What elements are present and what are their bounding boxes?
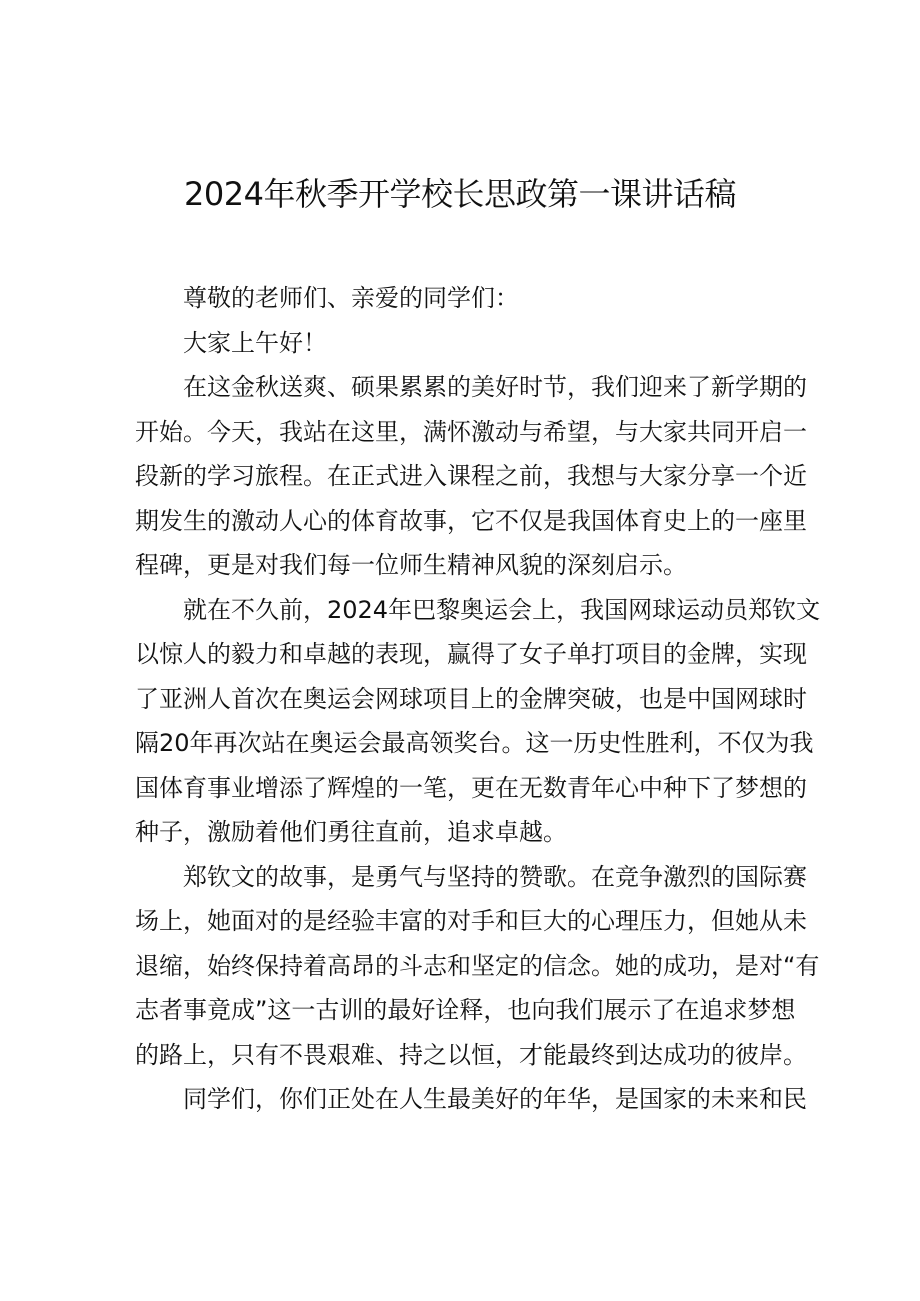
text-line: 开始。今天，我站在这里，满怀激动与希望，与大家共同开启一 — [135, 417, 807, 446]
text-line: 的路上，只有不畏艰难、持之以恒，才能最终到达成功的彼岸。 — [135, 1040, 807, 1069]
paragraph-students — [135, 1077, 807, 1122]
text-line: 段新的学习旅程。在正式进入课程之前，我想与大家分享一个近 — [135, 462, 807, 490]
text-line: 期发生的激动人心的体育故事，它不仅是我国体育史上的一座里 — [135, 506, 807, 535]
paragraph-olympics — [135, 588, 821, 855]
document-body — [135, 276, 821, 1122]
text-line: 退缩，始终保持着高昂的斗志和坚定的信念。她的成功，是对“有 — [135, 951, 820, 980]
paragraph-opening — [135, 365, 807, 588]
text-line: 隔20年再次站在奥运会最高领奖台。这一历史性胜利，不仅为我 — [135, 729, 814, 757]
text-line: 大家上午好！ — [183, 328, 327, 357]
paragraph-salutation — [135, 321, 790, 366]
paragraph-greeting — [135, 276, 790, 321]
text-line: 场上，她面对的是经验丰富的对手和巨大的心理压力，但她从未 — [135, 907, 807, 935]
document-title: 2024年秋季开学校长思政第一课讲话稿 — [184, 175, 736, 213]
text-line: 程碑，更是对我们每一位师生精神风貌的深刻启示。 — [135, 551, 687, 579]
text-line: 在这金秋送爽、硕果累累的美好时节，我们迎来了新学期的 — [183, 373, 807, 401]
text-line: 了亚洲人首次在奥运会网球项目上的金牌突破，也是中国网球时 — [135, 684, 807, 713]
text-line: 志者事竟成”这一古训的最好诠释，也向我们展示了在追求梦想 — [135, 996, 796, 1024]
text-line: 以惊人的毅力和卓越的表现，赢得了女子单打项目的金牌，实现 — [135, 640, 807, 668]
text-line: 就在不久前，2024年巴黎奥运会上，我国网球运动员郑钦文 — [183, 595, 821, 624]
paragraph-courage — [135, 855, 820, 1078]
text-line: 国体育事业增添了辉煌的一笔，更在无数青年心中种下了梦想的 — [135, 773, 807, 802]
text-line: 尊敬的老师们、亲爱的同学们： — [183, 284, 519, 312]
text-line: 同学们，你们正处在人生最美好的年华，是国家的未来和民 — [183, 1085, 807, 1113]
text-line: 种子，激励着他们勇往直前，追求卓越。 — [135, 818, 567, 846]
text-line: 郑钦文的故事，是勇气与坚持的赞歌。在竞争激烈的国际赛 — [183, 862, 807, 891]
